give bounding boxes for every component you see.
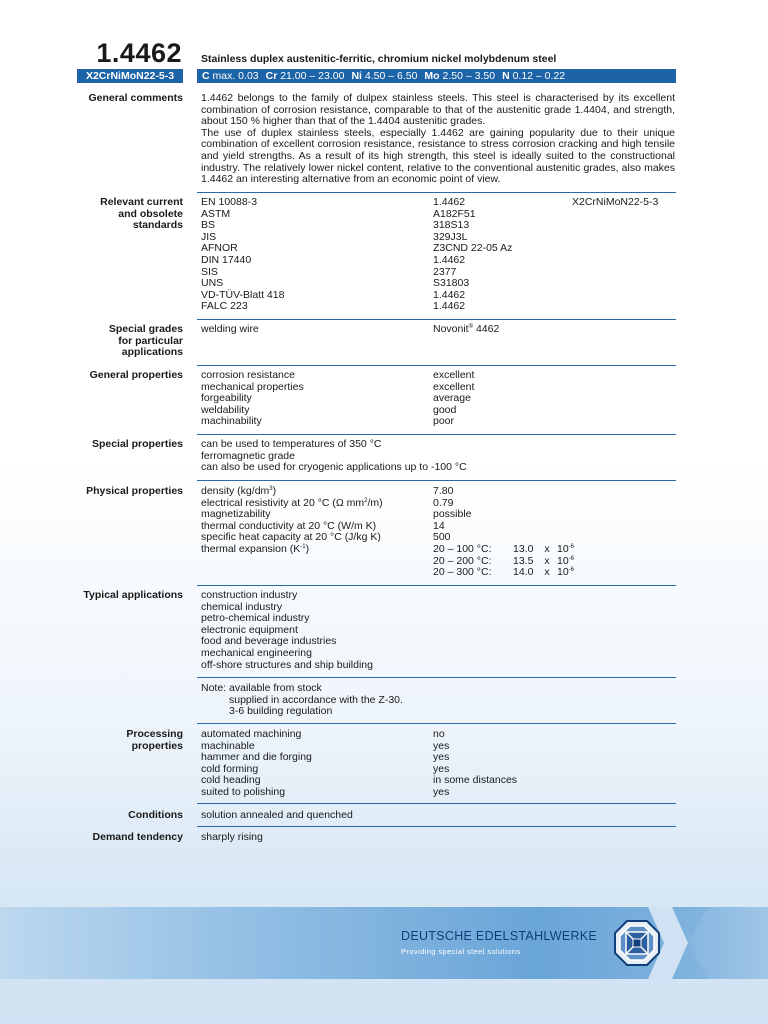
physical-property-name: thermal conductivity at 20 °C (W/m K) [201, 519, 377, 532]
standard-value: 1.4462 [433, 196, 466, 208]
material-title: Stainless duplex austenitic-ferritic, chromium nickel molybdenum steel [201, 53, 557, 65]
divider [197, 803, 676, 804]
element-symbol: Mo [424, 70, 440, 82]
divider [197, 723, 676, 724]
applications-list [201, 590, 373, 671]
power-exponent: -6 [568, 567, 575, 574]
physical-property-value: possible [433, 508, 472, 521]
processing-value: yes [433, 762, 450, 775]
composition-item: N 0.12 – 0.22 [502, 70, 566, 82]
processing-values [433, 729, 517, 799]
processing-value: yes [433, 785, 450, 798]
standard-name: UNS [201, 277, 224, 290]
property-name: corrosion resistance [201, 369, 295, 381]
note-line: supplied in accordance with the Z-30. [229, 693, 403, 706]
section-label [40, 197, 183, 232]
note-line: Note: available from stock [201, 682, 322, 694]
physical-property-name: electrical resistivity at 20 °C (Ω $mm^2/m$) [201, 496, 383, 509]
registered-mark: ® [468, 324, 474, 330]
value-suffix: 4462 [473, 323, 500, 335]
brand-name: DEUTSCHE EDELSTAHLWERKE [401, 929, 598, 943]
property-value: good [433, 403, 457, 416]
composition-bar [197, 69, 676, 83]
application-item: food and beverage industries [201, 635, 337, 648]
label-line: Processing [126, 728, 183, 740]
special-property: can be used to temperatures of 350 °C [201, 438, 382, 450]
multiply-sign: x [544, 566, 550, 579]
power-exponent: -6 [568, 555, 575, 562]
standard-name: FALC 223 [201, 300, 248, 313]
standard-value: 1.4462 [433, 288, 466, 301]
application-item: off-shore structures and ship building [201, 658, 373, 671]
element-symbol: N [502, 70, 510, 82]
physical-property-name: specific heat capacity at 20 °C (J/kg K) [201, 531, 381, 544]
processing-name: hammer and die forging [201, 751, 312, 764]
property-name: forgeability [201, 392, 252, 405]
standard-name: DIN 17440 [201, 253, 252, 266]
section-label [40, 324, 183, 359]
expansion-coefficient: 13.0 [513, 542, 534, 555]
property-value: excellent [433, 369, 475, 381]
section-label: General properties [89, 369, 183, 381]
power-exponent: -6 [568, 543, 575, 550]
label-line: standards [132, 219, 183, 232]
comments-paragraph-1: 1.4462 belongs to the family of dulpex stainless steels. This steel is characterised by its excellent combination of corrosion resistance, comparable to that of the austenitic grade 1.4404, and strength, about 150 % higher than that of the 1.4404 austenitic grades. [201, 92, 675, 128]
element-symbol: Cr [265, 70, 278, 82]
steel-grade-badge: X2CrNiMoN22-5-3 [77, 69, 183, 83]
standards-designation: X2CrNiMoN22-5-3 [572, 196, 659, 208]
power-base: 10 [557, 554, 569, 567]
processing-value: no [433, 728, 445, 740]
expansion-range: 20 – 200 °C: [433, 554, 492, 567]
divider [197, 192, 676, 193]
standards-names [201, 197, 284, 313]
property-name: weldability [201, 403, 250, 416]
section-label: Physical properties [86, 485, 183, 497]
element-symbol: Ni [351, 70, 362, 82]
section-label: Typical applications [83, 589, 183, 601]
physical-property-name: magnetizability [201, 508, 271, 521]
standard-value: Z3CND 22-05 Az [433, 242, 513, 255]
expansion-coefficient: 14.0 [513, 566, 534, 579]
standard-name: SIS [201, 265, 218, 278]
divider [197, 319, 676, 320]
multiply-sign: x [544, 554, 550, 567]
standard-value: 1.4462 [433, 253, 466, 266]
property-value: average [433, 392, 471, 405]
processing-value: in some distances [433, 774, 518, 787]
property-value: excellent [433, 380, 475, 393]
composition-item: Cr 21.00 – 23.00 [265, 70, 345, 82]
composition-item: Ni 4.50 – 6.50 [351, 70, 418, 82]
label-line: properties [131, 739, 183, 752]
label-line: Relevant current [100, 196, 183, 208]
thermal-expansion-row [433, 544, 574, 556]
brand-slogan: Providing special steel solutions [401, 947, 521, 956]
standard-name: VD-TÜV-Blatt 418 [201, 288, 285, 301]
label-line: Special grades [108, 323, 183, 335]
processing-value: yes [433, 751, 450, 764]
special-grade-item: welding wire [201, 323, 259, 335]
divider [197, 826, 676, 827]
physical-property-value: 0.79 [433, 496, 454, 509]
processing-name: automated machining [201, 728, 302, 740]
thermal-expansion-row [433, 567, 574, 579]
standard-name: BS [201, 219, 216, 232]
expansion-coefficient: 13.5 [513, 554, 534, 567]
standard-value: A182F51 [433, 207, 476, 220]
standard-value: 318S13 [433, 219, 470, 232]
label-line: and obsolete [118, 207, 183, 220]
special-properties-lines [201, 439, 467, 474]
special-grade-value [433, 324, 499, 336]
section-label: General comments [88, 92, 183, 104]
superscript: -1 [300, 543, 306, 550]
expansion-range: 20 – 300 °C: [433, 566, 492, 579]
general-properties-names [201, 370, 304, 428]
divider [197, 585, 676, 586]
standard-name: JIS [201, 230, 217, 243]
note-text [201, 683, 403, 718]
multiply-sign: x [544, 542, 550, 555]
physical-property-name: thermal expansion $(K^{-1})$ [201, 542, 310, 555]
physical-property-name: density $(kg/dm^3)$ [201, 485, 277, 497]
application-item: electronic equipment [201, 623, 298, 636]
standard-name: ASTM [201, 207, 231, 220]
superscript: 2 [364, 497, 368, 504]
processing-name: cold heading [201, 774, 261, 787]
property-name: machinability [201, 415, 262, 428]
property-name: mechanical properties [201, 380, 304, 393]
section-label [40, 729, 183, 752]
divider [197, 365, 676, 366]
superscript: 3 [269, 486, 273, 492]
standard-name: EN 10088-3 [201, 196, 258, 208]
value-text: Novonit [433, 323, 469, 335]
power-base: 10 [557, 542, 569, 555]
comments-paragraph-2: The use of duplex stainless steels, especially 1.4462 are gaining popularity due to their unique combination of excellent corrosion resistance, resistance to stress corrosion cracking and high tensile and yield strengths. As a result of its high strength, this steel is ideally suited to the constructional industry. The relatively lower nickel content, relative to the conventional austenitic grades, also makes 1.4462 an interesting alternative from an economic point of view. [201, 126, 675, 186]
section-label: Conditions [128, 809, 183, 821]
physical-properties-values [433, 486, 574, 579]
special-property: can also be used for cryogenic applications up to -100 °C [201, 461, 467, 474]
standard-value: S31803 [433, 277, 470, 290]
standard-value: 1.4462 [433, 300, 466, 313]
physical-property-value: 500 [433, 531, 451, 544]
divider [197, 434, 676, 435]
section-label: Demand tendency [92, 831, 183, 843]
divider [197, 677, 676, 678]
demand-value: sharply rising [201, 831, 263, 843]
processing-value: yes [433, 739, 450, 752]
processing-name: machinable [201, 739, 255, 752]
standard-name: AFNOR [201, 242, 238, 255]
conditions-value: solution annealed and quenched [201, 809, 353, 821]
expansion-range: 20 – 100 °C: [433, 542, 492, 555]
physical-property-value: 14 [433, 519, 445, 532]
property-value: poor [433, 415, 455, 428]
general-comments-text [201, 93, 675, 186]
company-logo-icon [613, 919, 661, 967]
standard-value: 329J3L [433, 230, 468, 243]
label-line: for particular [118, 334, 183, 347]
processing-name: suited to polishing [201, 785, 286, 798]
application-item: construction industry [201, 589, 298, 601]
composition-item: C max. 0.03 [202, 70, 259, 82]
note-line: 3-6 building regulation [229, 705, 333, 718]
processing-name: cold forming [201, 762, 259, 775]
physical-properties-names [201, 486, 383, 556]
material-number: 1.4462 [96, 38, 182, 68]
standard-value: 2377 [433, 265, 457, 278]
application-item: petro-chemical industry [201, 612, 310, 625]
power-base: 10 [557, 566, 569, 579]
physical-property-value: 7.80 [433, 485, 454, 497]
section-label: Special properties [91, 438, 183, 450]
divider [197, 480, 676, 481]
composition-item: Mo 2.50 – 3.50 [424, 70, 496, 82]
processing-names [201, 729, 312, 799]
application-item: chemical industry [201, 600, 283, 613]
label-line: applications [121, 346, 183, 359]
element-symbol: C [202, 70, 210, 82]
general-properties-values [433, 370, 474, 428]
application-item: mechanical engineering [201, 646, 312, 659]
special-property: ferromagnetic grade [201, 449, 295, 462]
standards-values [433, 197, 512, 313]
